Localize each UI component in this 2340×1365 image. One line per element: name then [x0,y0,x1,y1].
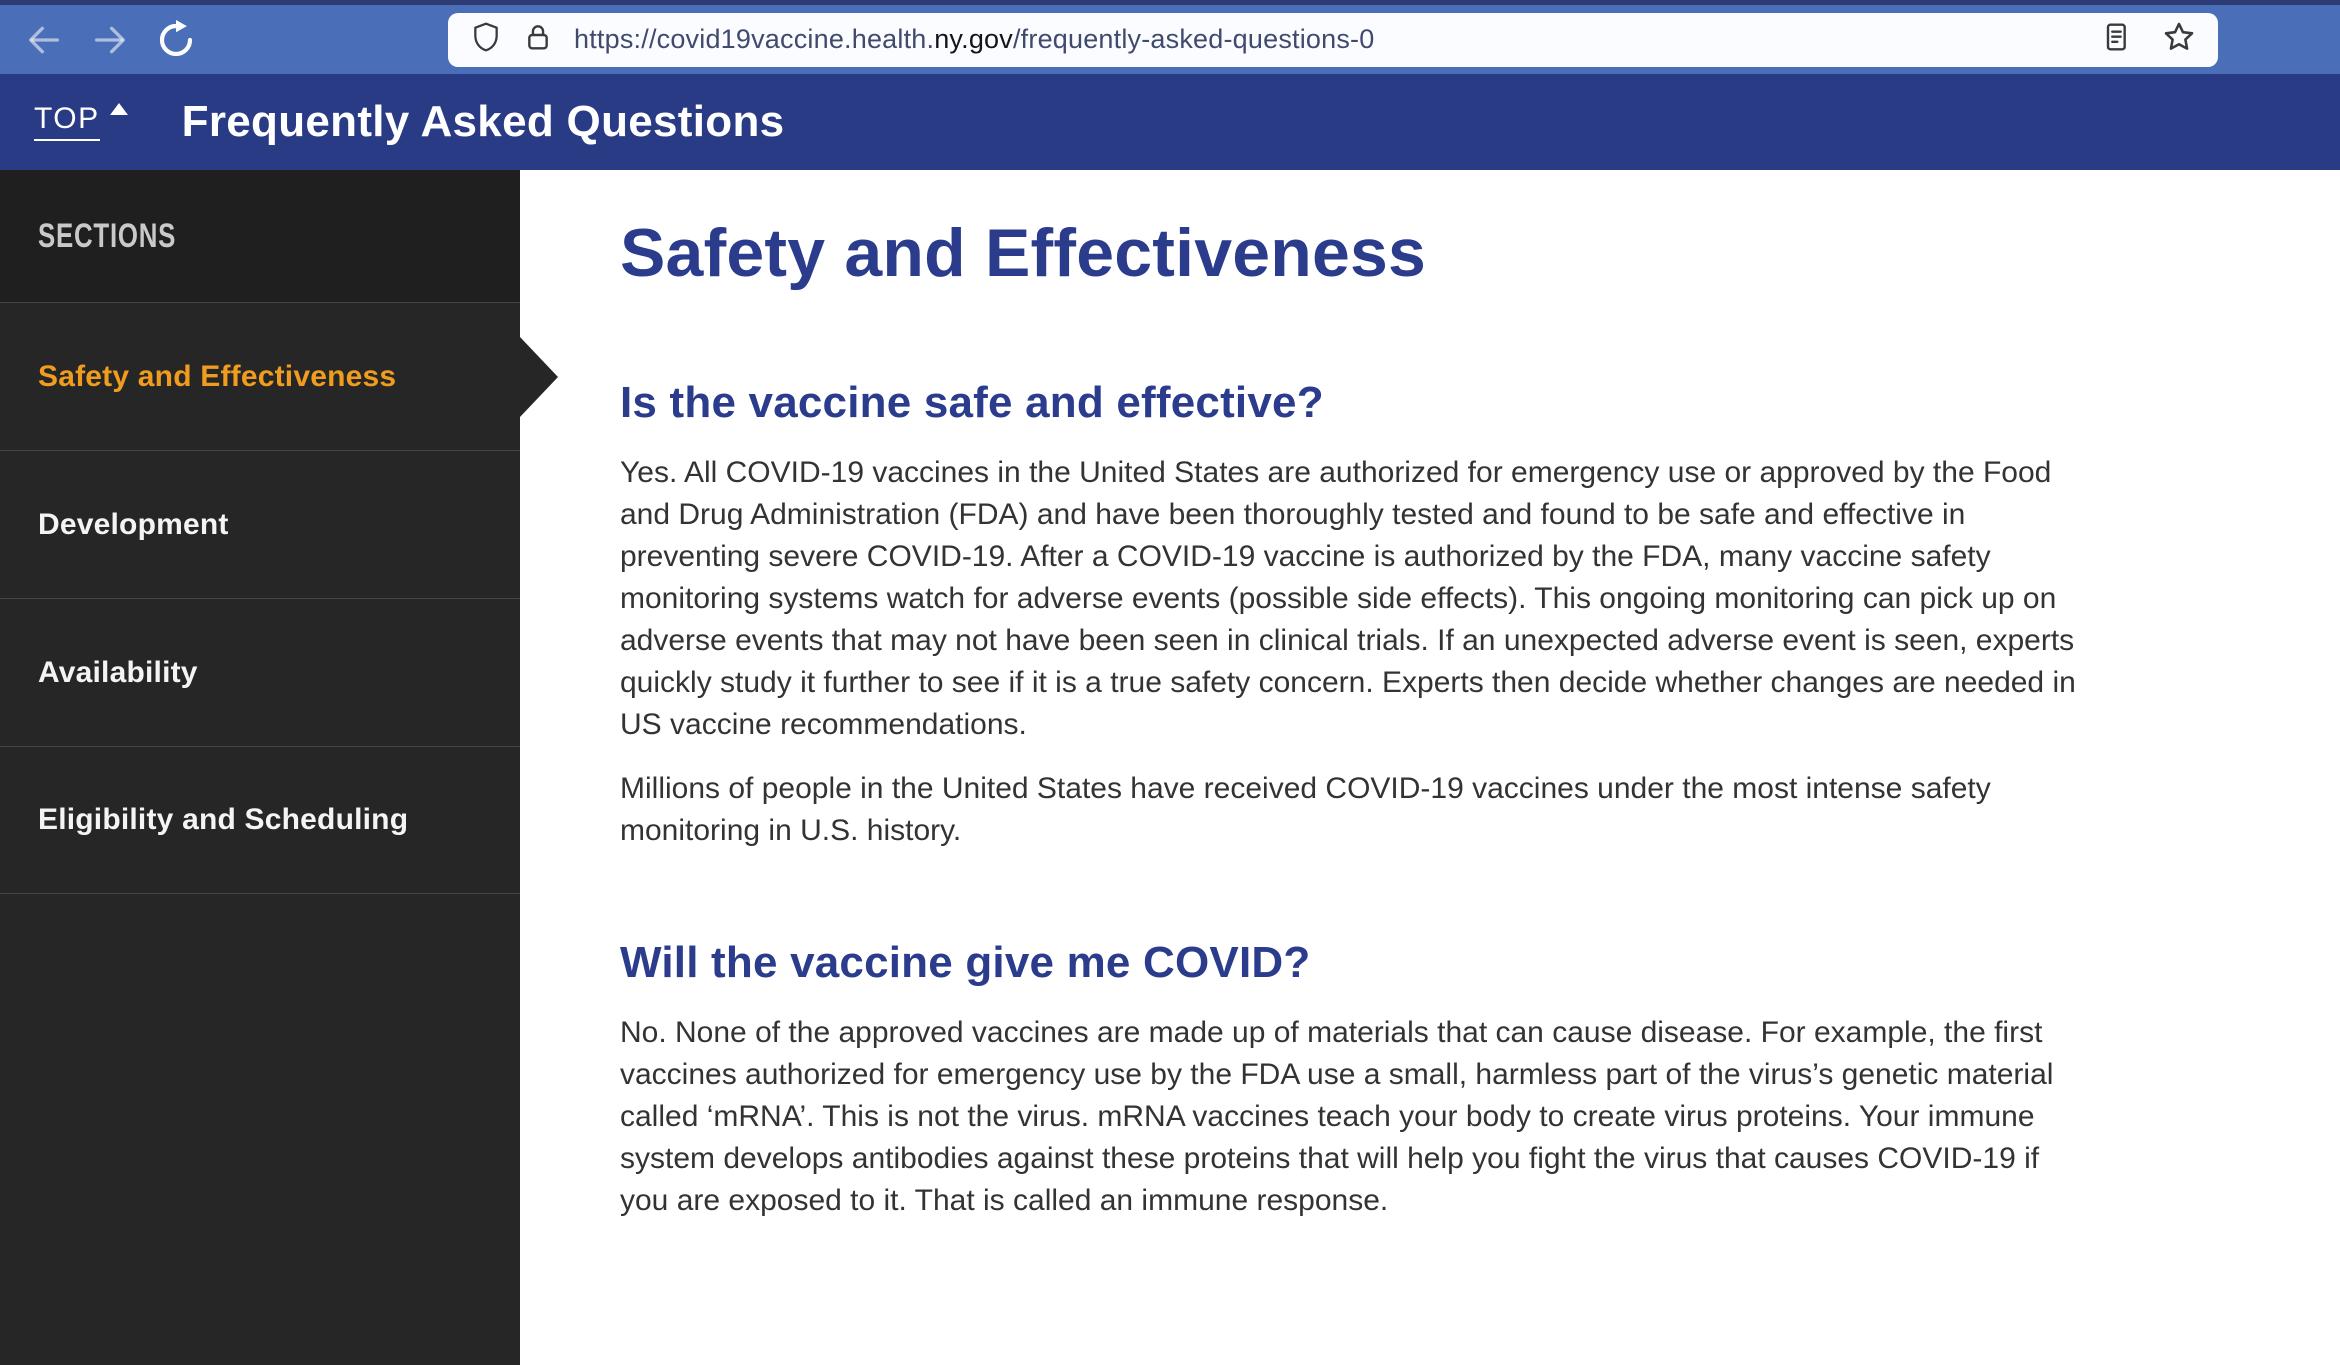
shield-icon[interactable] [470,21,502,58]
reload-icon [155,19,197,61]
forward-icon [90,20,130,60]
page-title: Frequently Asked Questions [181,97,785,146]
sections-sidebar [0,170,520,1365]
sidebar-item-label: Eligibility and Scheduling [38,803,409,836]
bookmark-star-icon[interactable] [2162,20,2196,59]
address-bar[interactable] [448,13,2218,67]
url-text: https://covid19vaccine.health.ny.gov/frequently-asked-questions-0 [574,24,1375,54]
sidebar-item-availability[interactable] [0,598,520,746]
faq-answer-paragraph: Yes. All COVID-19 vaccines in the United States are authorized for emergency use or approved by the Food and Drug Administration (FDA) and have been thoroughly tested and found to be safe and effective in preventing severe COVID-19. After a COVID-19 vaccine is authorized by the FDA, many vaccine safety monitoring systems watch for adverse events (possible side effects). This ongoing monitoring can pick up on adverse events that may not have been seen in clinical trials. If an unexpected adverse event is seen, experts quickly study it further to see if it is a true safety concern. Experts then decide whether changes are needed in US vaccine recommendations. [620,456,2076,741]
top-link-label: TOP [34,104,100,141]
sidebar-item-label: Availability [38,655,198,689]
sidebar-item-development[interactable] [0,450,520,598]
browser-toolbar [0,5,2340,74]
back-icon [24,20,64,60]
faq-question: Is the vaccine safe and effective? [620,378,1324,427]
main-content [520,170,2340,1365]
sidebar-item-eligibility-and-scheduling[interactable] [0,746,520,894]
sidebar-item-label: Development [38,507,229,541]
reader-view-icon[interactable] [2100,21,2132,58]
reload-button[interactable] [154,18,198,62]
sidebar-item-safety-and-effectiveness[interactable] [0,302,520,450]
faq-answer-paragraph: No. None of the approved vaccines are made up of materials that can cause disease. For example, the first vaccines authorized for emergency use by the FDA use a small, harmless part of the virus’s genetic material called ‘mRNA’. This is not the virus. mRNA vaccines teach your body to create virus proteins. Your immune system develops antibodies against these proteins that will help you fight the virus that causes COVID-19 if you are exposed to it. That is called an immune response. [620,1016,2054,1217]
caret-up-icon [100,104,128,122]
faq-answer-paragraph: Millions of people in the United States have received COVID-19 vaccines under the most intense safety monitoring in U.S. history. [620,772,1991,847]
faq-question: Will the vaccine give me COVID? [620,938,1311,987]
sidebar-heading [0,170,520,302]
sidebar-heading-label: SECTIONS [38,216,177,255]
back-button[interactable] [22,18,66,62]
back-to-top-link[interactable] [34,101,128,141]
forward-button[interactable] [88,18,132,62]
page-header [0,74,2340,170]
sidebar-item-label: Safety and Effectiveness [38,359,397,393]
section-title: Safety and Effectiveness [620,215,1427,291]
lock-icon[interactable] [522,21,554,58]
